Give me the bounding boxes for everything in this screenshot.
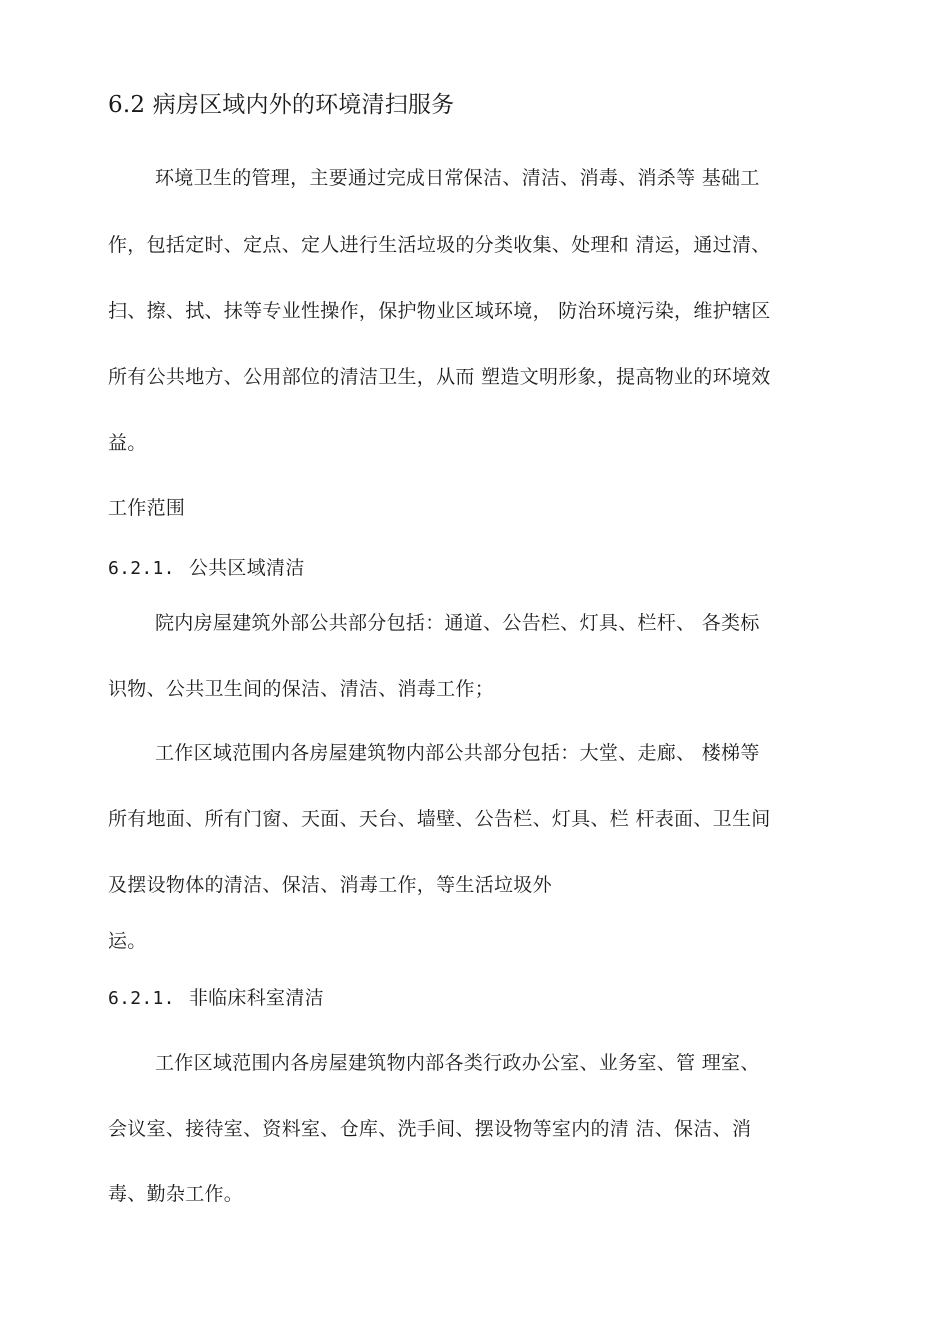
subsection-number: 6.2.1.	[108, 988, 175, 1009]
paragraph-line: 会议室、接待室、资料室、仓库、洗手间、摆设物等室内的清 洁、保洁、消	[108, 1118, 752, 1140]
intro-line-2: 作，包括定时、定点、定人进行生活垃圾的分类收集、处理和 清运，通过清、	[108, 234, 771, 256]
subsection-heading-non-clinical	[108, 986, 324, 1011]
subsection-title: 公共区域清洁	[188, 557, 305, 579]
paragraph-line: 及摆设物体的清洁、保洁、消毒工作，等生活垃圾外	[108, 874, 552, 896]
subsection-number: 6.2.1.	[108, 558, 175, 579]
paragraph-line: 工作区域范围内各房屋建筑物内部公共部分包括：大堂、走廊、 楼梯等	[155, 742, 760, 764]
intro-line-5: 益。	[108, 432, 147, 454]
section-title: 6.2 病房区域内外的环境清扫服务	[108, 92, 455, 118]
intro-line-3: 扫、擦、拭、抹等专业性操作，保护物业区域环境， 防治环境污染，维护辖区	[108, 300, 771, 322]
paragraph-line: 院内房屋建筑外部公共部分包括：通道、公告栏、灯具、栏杆、 各类标	[155, 612, 760, 634]
paragraph-line: 所有地面、所有门窗、天面、天台、墙壁、公告栏、灯具、栏 杆表面、卫生间	[108, 808, 771, 830]
intro-line-1: 环境卫生的管理，主要通过完成日常保洁、清洁、消毒、消杀等 基础工	[155, 167, 760, 189]
paragraph-line: 运。	[108, 930, 147, 952]
paragraph-line: 识物、公共卫生间的保洁、清洁、消毒工作；	[108, 678, 495, 700]
subsection-title: 非临床科室清洁	[188, 987, 324, 1009]
intro-line-4: 所有公共地方、公用部位的清洁卫生，从而 塑造文明形象，提高物业的环境效	[108, 366, 771, 388]
paragraph-line: 工作区域范围内各房屋建筑物内部各类行政办公室、业务室、管 理室、	[155, 1052, 760, 1074]
scope-label: 工作范围	[108, 497, 186, 519]
paragraph-line: 毒、勤杂工作。	[108, 1183, 244, 1205]
subsection-heading-public-area	[108, 556, 305, 581]
